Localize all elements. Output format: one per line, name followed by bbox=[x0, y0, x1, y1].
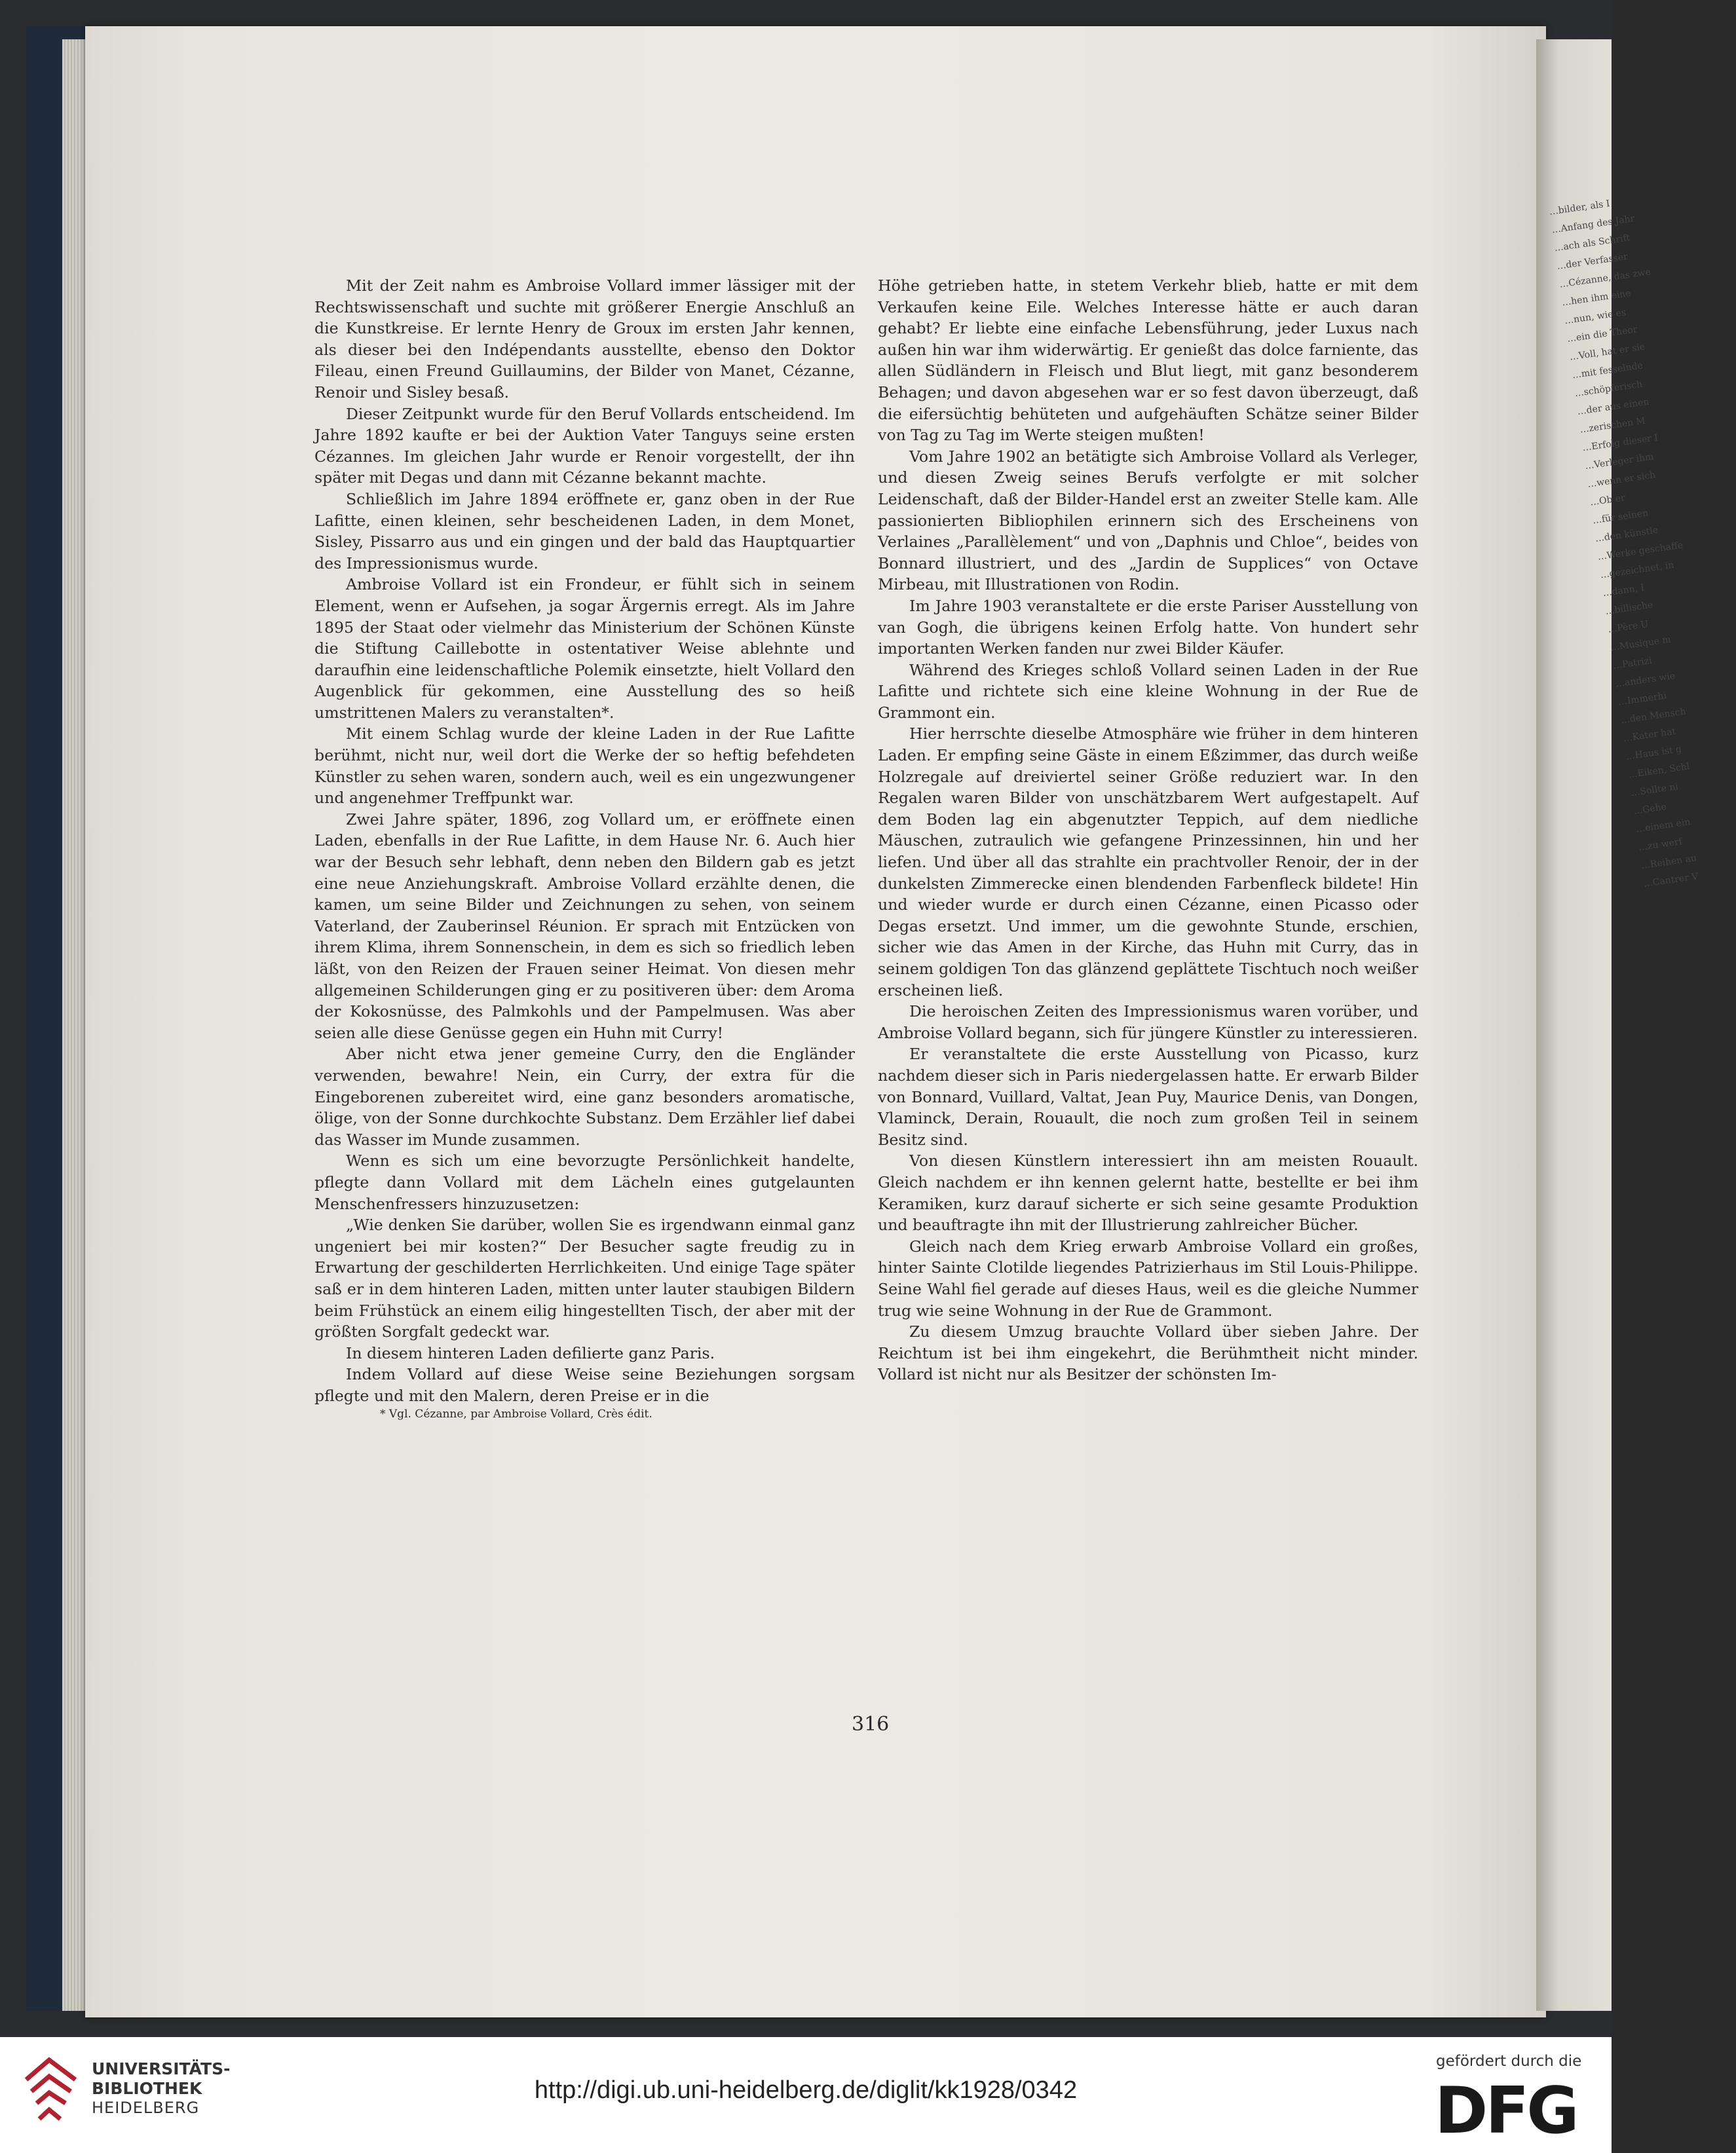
next-page-fragment: …ein die Theor bbox=[1566, 324, 1638, 345]
next-page-fragment: …Voll, hat er sie bbox=[1569, 341, 1646, 363]
next-page-fragment: …Cantrer V bbox=[1643, 871, 1699, 889]
next-page-fragment: …gezeichnet, in bbox=[1599, 559, 1675, 581]
paragraph: Im Jahre 1903 veranstaltete er die erste Pariser Ausstellung von van Gogh, die übrigens keinen Erfolg hatte. Von hundert sehr importanten Werken fanden nur zwei Bilder Käufer. bbox=[878, 596, 1418, 658]
paragraph: Er veranstaltete die erste Ausstellung von Picasso, kurz nachdem dieser sich in Paris niedergelassen hatte. Er erwarb Bilder von Bonnard, Vuillard, Valtat, Jean Puy, Maurice Denis, van Dongen, Vlaminck, Derain, Rouault, die noch zum großen Teil in seinem Besitz sind. bbox=[878, 1045, 1418, 1149]
footer-banner bbox=[0, 2037, 1612, 2153]
funder-label: gefördert durch die bbox=[1436, 2053, 1582, 2070]
next-page-fragment: …Cézanne, das zwe bbox=[1558, 267, 1651, 290]
left-text-column bbox=[314, 275, 855, 1422]
paragraph: Ambroise Vollard ist ein Frondeur, er fühlt sich in seinem Element, wenn er Aufsehen, ja sogar Ärgernis erregt. Als im Jahre 1895 der Staat oder vielmehr das Ministerium der Schönen Künste die Stiftung Caillebotte in ostentativer Weise ablehnte und daraufhin eine leidenschaftliche Polemik einsetzte, hielt Vollard den Augenblick für gekommen, eine Ausstellung des so heiß umstrittenen Malers zu veranstalten*. bbox=[314, 575, 855, 722]
paragraph: Hier herrschte dieselbe Atmosphäre wie früher in dem hinteren Laden. Er empfing seine Gäste in einem Eßzimmer, das durch weiße Holzregale auf dreiviertel seiner Größe reduziert war. In den Regalen waren Bilder von unschätzbarem Wert aufgestapelt. Auf dem Boden lag ein abgenutzter Teppich, auf dem niedliche Mäuschen, zutraulich wie gefangene Prinzessinnen, hin und her liefen. Und über all das strahlte ein prachtvoller Renoir, der in der dunkelsten Zimmerecke einen blendenden Farbenfleck bildete! Hin und wieder wurde er durch einen Cézanne, einen Picasso oder Degas ersetzt. Und immer, um die gewohnte Stunde, erschien, sicher wie das Amen in der Kirche, das Huhn mit Curry, das in seinem goldigen Ton das glänzend geplättete Tischtuch noch weißer erscheinen ließ. bbox=[878, 724, 1418, 1000]
footnote: * Vgl. Cézanne, par Ambroise Vollard, Crès édit. bbox=[380, 1408, 652, 1421]
library-city: HEIDELBERG bbox=[92, 2099, 200, 2117]
next-page-fragment: …der aus einen bbox=[1576, 396, 1650, 417]
library-name-line1: UNIVERSITÄTS- bbox=[92, 2059, 231, 2078]
next-page-edge bbox=[1536, 39, 1699, 2011]
next-page-fragment: …mit fesselnde bbox=[1571, 360, 1644, 381]
library-name-line2: BIBLIOTHEK bbox=[92, 2079, 202, 2098]
next-page-fragment: …bilder, als I bbox=[1548, 198, 1611, 217]
next-page-fragment: …Musique m bbox=[1610, 634, 1672, 654]
next-page-fragment: …Père U bbox=[1607, 619, 1650, 635]
next-page-fragment: …zu werf bbox=[1638, 836, 1683, 853]
next-page-fragment: …wenn er sich bbox=[1587, 470, 1657, 490]
dfg-logo-text: DFG bbox=[1435, 2074, 1577, 2148]
next-page-fragment: …Patrizi bbox=[1612, 655, 1653, 671]
paragraph: Zwei Jahre später, 1896, zog Vollard um, er eröffnete einen Laden, ebenfalls in der Rue Lafitte, in dem Hause Nr. 6. Auch hier war der Besuch sehr lebhaft, denn neben den Bildern gab es jetzt eine neue Anziehungskraft. Ambroise Vollard erzählte denen, die kamen, um seine Bilder und Zeichnungen zu sehen, von seinem Vaterland, der Zauberinsel Réunion. Er sprach mit Entzücken von ihrem Klima, ihrem Sonnenschein, in dem es sich so friedlich leben läßt, von den Reizen der Frauen seiner Heimat. Von diesen mehr allgemeinen Schilderungen ging er zu positiveren über: dem Aroma der Kokosnüsse, des Palmkohls und der Pampelmusen. Was aber seien alle diese Genüsse gegen ein Huhn mit Curry! bbox=[314, 810, 855, 1042]
permalink-url[interactable]: http://digi.ub.uni-heidelberg.de/diglit/kk1928/0342 bbox=[534, 2076, 1078, 2104]
right-text-column bbox=[878, 275, 1418, 1385]
next-page-fragment: …Sollte ni bbox=[1630, 781, 1679, 799]
paragraph: Von diesen Künstlern interessiert ihn am meisten Rouault. Gleich nachdem er ihn kennen gelernt hatte, bestellte er bei ihm Keramiken, kurz darauf sicherte er sich seine gesamte Produktion und beauftragte ihn mit der Illustrierung zahlreicher Bücher. bbox=[878, 1151, 1418, 1235]
next-page-fragment: …nun, wie es bbox=[1564, 307, 1627, 327]
next-page-fragment: …hen ihm eine bbox=[1561, 288, 1632, 309]
paragraph: Wenn es sich um eine bevorzugte Persönlichkeit handelte, pflegte dann Vollard mit dem Lächeln eines gutgelaunten Menschenfressers hinzuzusetzen: bbox=[314, 1151, 855, 1213]
next-page-fragment: …den künstle bbox=[1594, 525, 1659, 544]
next-page-fragment: …einem ein bbox=[1635, 817, 1691, 835]
next-page-fragment: …Ob er bbox=[1589, 493, 1626, 508]
paragraph: Während des Krieges schloß Vollard seinen Laden in der Rue Lafitte und richtete sich eine kleine Wohnung in der Rue de Grammont ein. bbox=[878, 660, 1418, 722]
next-page-fragment: …den Mensch bbox=[1619, 706, 1687, 726]
paragraph: Aber nicht etwa jener gemeine Curry, den die Engländer verwenden, bewahre! Nein, ein Curry, der extra für die Eingeborenen zubereitet wird, eine ganz besonders aromatische, ölige, von der Sonne durchkochte Substanz. Dem Erzähler lief dabei das Wasser im Munde zusammen. bbox=[314, 1045, 855, 1149]
next-page-fragment: …Reihen au bbox=[1640, 853, 1697, 871]
paragraph: Die heroischen Zeiten des Impressionismus waren vorüber, und Ambroise Vollard begann, sich für jüngere Künstler zu interessieren. bbox=[878, 1002, 1418, 1042]
next-page-fragment: …ach als Schrift bbox=[1553, 233, 1631, 254]
next-page-fragment: …Kater hat bbox=[1622, 726, 1677, 744]
next-page-fragment: …Erfolg dieser I bbox=[1581, 432, 1659, 454]
next-page-fragment: …Werke geschaffe bbox=[1596, 540, 1684, 563]
next-page-text bbox=[1548, 193, 1716, 893]
next-page-fragment: …schöpferisch bbox=[1574, 379, 1644, 400]
paragraph: Schließlich im Jahre 1894 eröffnete er, ganz oben in der Rue Lafitte, einen kleinen, sehr bescheidenen Laden, in dem Monet, Sisley, Pissarro aus und ein gingen und der bald das Hauptquartier des Impressionismus wurde. bbox=[314, 489, 855, 572]
paragraph: Gleich nach dem Krieg erwarb Ambroise Vollard ein großes, hinter Sainte Clotilde liegendes Patrizierhaus im Stil Louis-Philippe. Seine Wahl fiel gerade auf dieses Haus, weil es die gleiche Nummer trug wie seine Wohnung in der Rue de Grammont. bbox=[878, 1237, 1418, 1320]
next-page-fragment: …Haus ist g bbox=[1625, 743, 1683, 762]
next-page-fragment: …billische bbox=[1604, 599, 1654, 617]
next-page-fragment: …dann, I bbox=[1602, 582, 1646, 599]
next-page-fragment: …der Verfasser bbox=[1556, 251, 1629, 272]
paragraph: Mit der Zeit nahm es Ambroise Vollard immer lässiger mit der Rechtswissenschaft und suchte mit größerer Energie Anschluß an die Kunstkreise. Er lernte Henry de Groux im ersten Jahr kennen, als dieser bei den Indépendants ausstellte, ebenso den Doktor Fileau, einen Freund Guillaumins, der Bilder von Manet, Cézanne, Renoir und Sisley besaß. bbox=[314, 276, 855, 402]
next-page-fragment: …Verleger ihm bbox=[1584, 451, 1655, 472]
paragraph: Indem Vollard auf diese Weise seine Beziehungen sorgsam pflegte und mit den Malern, deren Preise er in die bbox=[314, 1365, 855, 1405]
paragraph: „Wie denken Sie darüber, wollen Sie es irgendwann einmal ganz ungeniert bei mir kosten?“ Der Besucher sagte freudig zu in Erwartung der geschilderten Herrlichkeiten. Und einige Tage später saß er in dem hinteren Laden, mitten unter lauter staubigen Bildern beim Frühstück an einem eilig hingestellten Tisch, der aber mit der größten Sorgfalt gedeckt war. bbox=[314, 1216, 855, 1341]
paragraph: Mit einem Schlag wurde der kleine Laden in der Rue Lafitte berühmt, nicht nur, weil dort die Werke der so heftig befehdeten Künstler zu sehen waren, sondern auch, weil es ein ungezwungener und angenehmer Treffpunkt war. bbox=[314, 724, 855, 808]
next-page-fragment: …Gehe bbox=[1632, 801, 1667, 817]
paragraph: Vom Jahre 1902 an betätigte sich Ambroise Vollard als Verleger, und diesen Zweig seines Berufs verfolgte er mit solcher Leidenschaft, daß der Bilder-Handel erst an zweiter Stelle kam. Alle passionierten Bibliophilen erinnern sich des Erscheinens von Verlaines „Parallèlement“ und von „Daphnis und Chloe“, beides von Bonnard illustriert, und des „Jardin de Supplices“ von Octave Mirbeau, mit Illustrationen von Rodin. bbox=[878, 447, 1418, 594]
next-page-fragment: …anders wie bbox=[1615, 671, 1676, 690]
paragraph: Zu diesem Umzug brauchte Vollard über sieben Jahre. Der Reichtum ist bei ihm eingekehrt, die Berühmtheit nicht minder. Vollard ist nicht nur als Besitzer der schönsten Im- bbox=[878, 1322, 1418, 1384]
next-page-fragment: …zerischen M bbox=[1579, 415, 1646, 436]
next-page-fragment: …Eiken, Schl bbox=[1627, 761, 1691, 781]
next-page-fragment: …für seinen bbox=[1592, 508, 1650, 527]
dfg-logo-icon[interactable] bbox=[1435, 2074, 1592, 2148]
next-page-fragment: …Anfang des Jahr bbox=[1551, 213, 1636, 236]
paragraph: In diesem hinteren Laden defilierte ganz Paris. bbox=[346, 1343, 715, 1362]
paragraph: Höhe getrieben hatte, in stetem Verkehr blieb, hatte er mit dem Verkaufen keine Eile. Welches Interesse hätte er auch daran gehabt? Er liebte eine einfache Lebensführung, jeder Luxus nach außen hin war ihm widerwärtig. Er genießt das dolce farniente, das allen Südländern in Fleisch und Blut liegt, mit ganz besonderem Behagen; und davon abgesehen war er so fest davon überzeugt, daß die eifersüchtig behüteten und aufgehäuften Schätze seiner Bilder von Tag zu Tag im Werte steigen mußten! bbox=[878, 276, 1418, 445]
paragraph: Dieser Zeitpunkt wurde für den Beruf Vollards entscheidend. Im Jahre 1892 kaufte er bei der Auktion Vater Tanguys seine ersten Cézannes. Im gleichen Jahr wurde er Renoir vorgestellt, der ihn später mit Degas und dann mit Cézanne bekannt machte. bbox=[314, 404, 855, 487]
page-number: 316 bbox=[852, 1713, 890, 1736]
next-page-fragment: …Immerhi bbox=[1617, 690, 1668, 708]
